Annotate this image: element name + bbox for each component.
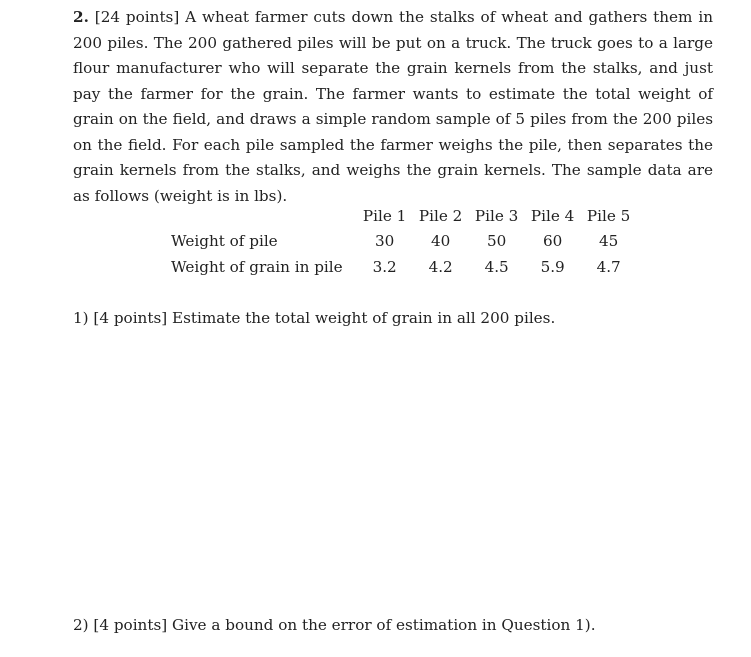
column-header: Pile 4 xyxy=(530,206,575,225)
table-cell: 50 xyxy=(486,232,507,251)
table-cell: 40 xyxy=(430,232,451,251)
table-cell: 4.5 xyxy=(484,257,509,276)
table-cell: 3.2 xyxy=(372,257,397,276)
column-header: Pile 5 xyxy=(586,206,631,225)
table-corner xyxy=(166,203,357,229)
sample-data-table xyxy=(166,203,637,280)
table-cell: 4.2 xyxy=(428,257,453,276)
table-cell: 60 xyxy=(542,232,563,251)
question-2: 2) [4 points] Give a bound on the error of estimation in Question 1). xyxy=(73,616,596,634)
table-header-row xyxy=(166,203,637,229)
table-row xyxy=(166,229,637,255)
table-cell: 45 xyxy=(598,232,619,251)
problem-statement xyxy=(73,5,713,209)
column-header: Pile 2 xyxy=(418,206,463,225)
column-header: Pile 1 xyxy=(362,206,407,225)
table-cell: 30 xyxy=(374,232,395,251)
table-row xyxy=(166,254,637,280)
row-label: Weight of pile xyxy=(171,232,278,251)
question-1: 1) [4 points] Estimate the total weight of grain in all 200 piles. xyxy=(73,309,556,327)
row-label: Weight of grain in pile xyxy=(171,257,343,276)
table-cell: 4.7 xyxy=(596,257,621,276)
table-cell: 5.9 xyxy=(540,257,565,276)
problem-number: 2. xyxy=(73,8,89,26)
column-header: Pile 3 xyxy=(474,206,519,225)
problem-text: [24 points] A wheat farmer cuts down the stalks of wheat and gathers them in 200 piles. The 200 gathered piles will be put on a truck. The truck goes to a large flour manufacturer who will separate the grain kernels from the stalks, and just pay the farmer for the grain. The farmer wants to estimate the total weight of grain on the field, and draws a simple random sample of 5 piles from the 200 piles on the field. For each pile sampled the farmer weighs the pile, then separates the grain kernels from the stalks, and weighs the grain kernels. The sample data are as follows (weight is in lbs). xyxy=(73,8,713,205)
